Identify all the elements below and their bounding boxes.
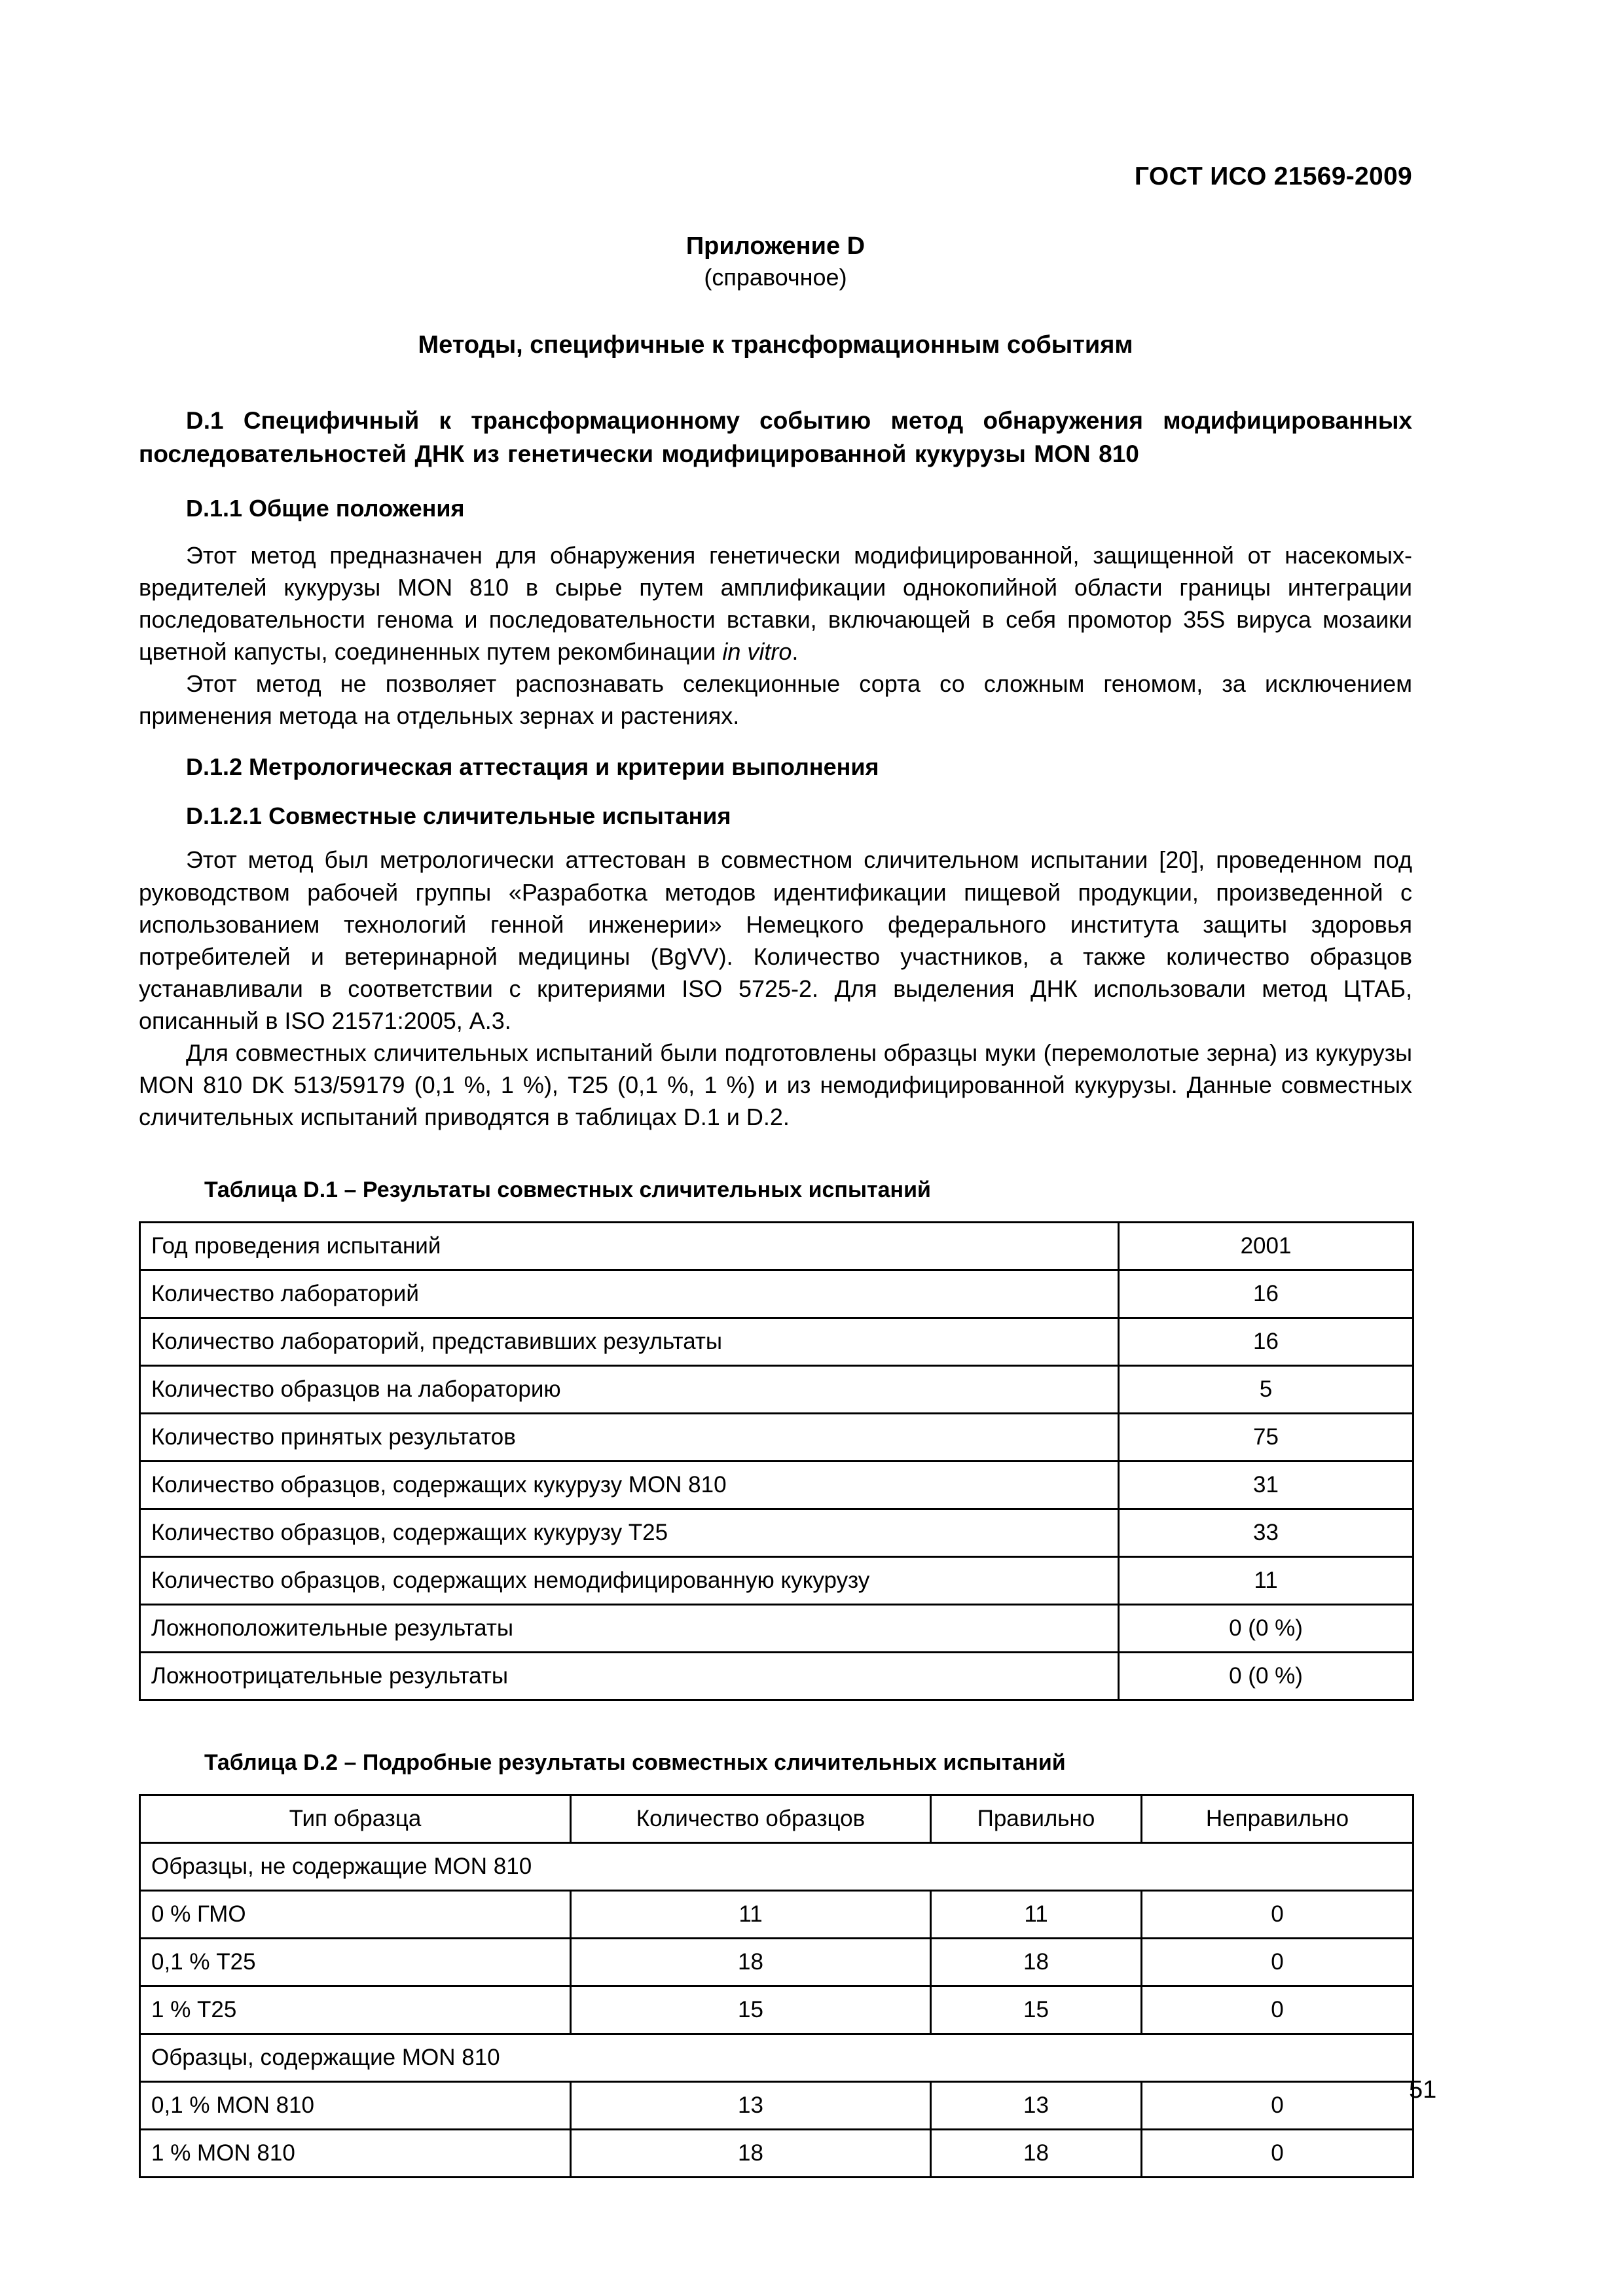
table-row — [140, 1604, 1413, 1652]
table-row — [140, 1938, 1413, 1986]
table-d2-group-label: Образцы, содержащие MON 810 — [140, 2034, 1413, 2081]
table-group-row — [140, 2034, 1413, 2081]
table-d2-body — [140, 1842, 1413, 2177]
table-d2-column-header: Правильно — [931, 1795, 1142, 1842]
table-d2-incorrect: 0 — [1142, 1938, 1413, 1986]
page-content — [139, 0, 1412, 2178]
table-d2-correct: 15 — [931, 1986, 1142, 2034]
table-d1-label: Количество образцов, содержащих немодифицированную кукурузу — [140, 1556, 1119, 1604]
table-d1-label: Количество принятых результатов — [140, 1413, 1119, 1461]
table-row — [140, 1222, 1413, 1270]
table-d1-label: Ложноотрицательные результаты — [140, 1652, 1119, 1700]
table-row — [140, 1986, 1413, 2034]
table-row — [140, 1509, 1413, 1556]
table-d2-group-label: Образцы, не содержащие MON 810 — [140, 1842, 1413, 1890]
table-d1-value: 31 — [1119, 1461, 1413, 1509]
table-row — [140, 1365, 1413, 1413]
table-d2-head — [140, 1795, 1413, 1842]
table-d2-sample-type: 0 % ГМО — [140, 1890, 571, 1938]
table-d2-count: 15 — [571, 1986, 931, 2034]
d11-para1-text-b: . — [792, 637, 799, 665]
table-group-row — [140, 1842, 1413, 1890]
table-d1-label: Количество образцов на лабораторию — [140, 1365, 1119, 1413]
table-d1-caption: Таблица D.1 – Результаты совместных сличительных испытаний — [204, 1177, 931, 1202]
table-d2-count: 18 — [571, 1938, 931, 1986]
table-row — [140, 1461, 1413, 1509]
table-d2-column-header: Неправильно — [1142, 1795, 1413, 1842]
table-d1-value: 75 — [1119, 1413, 1413, 1461]
table-d2-correct: 18 — [931, 2129, 1142, 2177]
clause-d1-heading: D.1 Специфичный к трансформационному событию метод обнаружения модифицированных последовательностей ДНК из генетически модифицированной кукурузы MON 810 — [139, 406, 1412, 467]
table-row — [140, 1652, 1413, 1700]
table-d1-value: 0 (0 %) — [1119, 1604, 1413, 1652]
table-d1-label: Ложноположительные результаты — [140, 1604, 1119, 1652]
table-d2-count: 11 — [571, 1890, 931, 1938]
table-d1-value: 5 — [1119, 1365, 1413, 1413]
table-d2-correct: 11 — [931, 1890, 1142, 1938]
table-d2-incorrect: 0 — [1142, 2129, 1413, 2177]
table-d2-correct: 13 — [931, 2081, 1142, 2129]
table-d2-count: 18 — [571, 2129, 931, 2177]
table-d2-column-header: Количество образцов — [571, 1795, 931, 1842]
table-d1-label: Количество образцов, содержащих кукурузу Т25 — [140, 1509, 1119, 1556]
table-row — [140, 1318, 1413, 1365]
table-d2-caption: Таблица D.2 – Подробные результаты совместных сличительных испытаний — [204, 1749, 1066, 1775]
table-row — [140, 1270, 1413, 1318]
running-header-standard-ref: ГОСТ ИСО 21569-2009 — [1134, 162, 1412, 190]
clause-d11-heading: D.1.1 Общие положения — [186, 494, 465, 522]
table-d1-value: 11 — [1119, 1556, 1413, 1604]
table-d2-sample-type: 1 % Т25 — [140, 1986, 571, 2034]
clause-d12-heading: D.1.2 Метрологическая аттестация и критерии выполнения — [186, 753, 879, 781]
table-d1-value: 16 — [1119, 1270, 1413, 1318]
table-d2-column-header: Тип образца — [140, 1795, 571, 1842]
table-d2-sample-type: 0,1 % MON 810 — [140, 2081, 571, 2129]
table-d2-sample-type: 0,1 % Т25 — [140, 1938, 571, 1986]
annex-title: Приложение D — [685, 232, 866, 260]
table-d1-label: Количество лабораторий, представивших результаты — [140, 1318, 1119, 1365]
table-d2-sample-type: 1 % MON 810 — [140, 2129, 571, 2177]
table-d2-incorrect: 0 — [1142, 1890, 1413, 1938]
table-row — [140, 1413, 1413, 1461]
table-d1-value: 0 (0 %) — [1119, 1652, 1413, 1700]
table-d1-value: 33 — [1119, 1509, 1413, 1556]
table-row — [140, 2129, 1413, 2177]
table-d2-incorrect: 0 — [1142, 2081, 1413, 2129]
table-d2 — [139, 1794, 1414, 2178]
annex-subtitle: (справочное) — [704, 263, 847, 291]
table-d1-body — [140, 1222, 1413, 1700]
table-d1-label: Количество лабораторий — [140, 1270, 1119, 1318]
clause-d11-paragraph-1 — [139, 539, 1412, 668]
table-d2-correct: 18 — [931, 1938, 1142, 1986]
table-row — [140, 1556, 1413, 1604]
table-row — [140, 1890, 1413, 1938]
table-header-row — [140, 1795, 1413, 1842]
annex-section-title: Методы, специфичные к трансформационным событиям — [418, 331, 1133, 359]
clause-d121-heading: D.1.2.1 Совместные сличительные испытания — [186, 802, 731, 829]
table-d1-value: 16 — [1119, 1318, 1413, 1365]
clause-d121-paragraph-1: Этот метод был метрологически аттестован в совместном сличительном испытании [20], проведенном под руководством рабочей группы «Разработка методов идентификации пищевой продукции, произведенной с использованием технологий генной инженерии» Немецкого федерального института защиты здоровья потребителей и ветеринарной медицины (BgVV). Количество участников, а также количество образцов устанавливали в соответствии с критериями ISO 5725-2. Для выделения ДНК использовали метод ЦТАБ, описанный в ISO 21571:2005, А.3. — [139, 846, 1412, 1035]
table-d2-count: 13 — [571, 2081, 931, 2129]
d11-para1-text-a: Этот метод предназначен для обнаружения генетически модифицированной, защищенной от насекомых-вредителей кукурузы MON 810 в сырье путем амплификации однокопийной области границы интеграции последовательности генома и последовательности вставки, включающей в себя промотор 35S вируса мозаики цветной капусты, соединенных путем рекомбинации — [139, 541, 1412, 665]
table-d2-incorrect: 0 — [1142, 1986, 1413, 2034]
table-d1-value: 2001 — [1119, 1222, 1413, 1270]
table-d1 — [139, 1221, 1414, 1701]
table-d1-label: Количество образцов, содержащих кукурузу MON 810 — [140, 1461, 1119, 1509]
d11-para1-italic-term: in vitro — [722, 637, 792, 665]
clause-d11-paragraph-2: Этот метод не позволяет распознавать селекционные сорта со сложным геномом, за исключением применения метода на отдельных зернах и растениях. — [139, 670, 1412, 730]
table-d1-label: Год проведения испытаний — [140, 1222, 1119, 1270]
clause-d121-paragraph-2: Для совместных сличительных испытаний были подготовлены образцы муки (перемолотые зерна) из кукурузы MON 810 DK 513/59179 (0,1 %, 1 %), Т25 (0,1 %, 1 %) и из немодифицированной кукурузы. Данные совместных сличительных испытаний приводятся в таблицах D.1 и D.2. — [139, 1039, 1412, 1131]
page-number: 51 — [1409, 2076, 1437, 2104]
table-row — [140, 2081, 1413, 2129]
